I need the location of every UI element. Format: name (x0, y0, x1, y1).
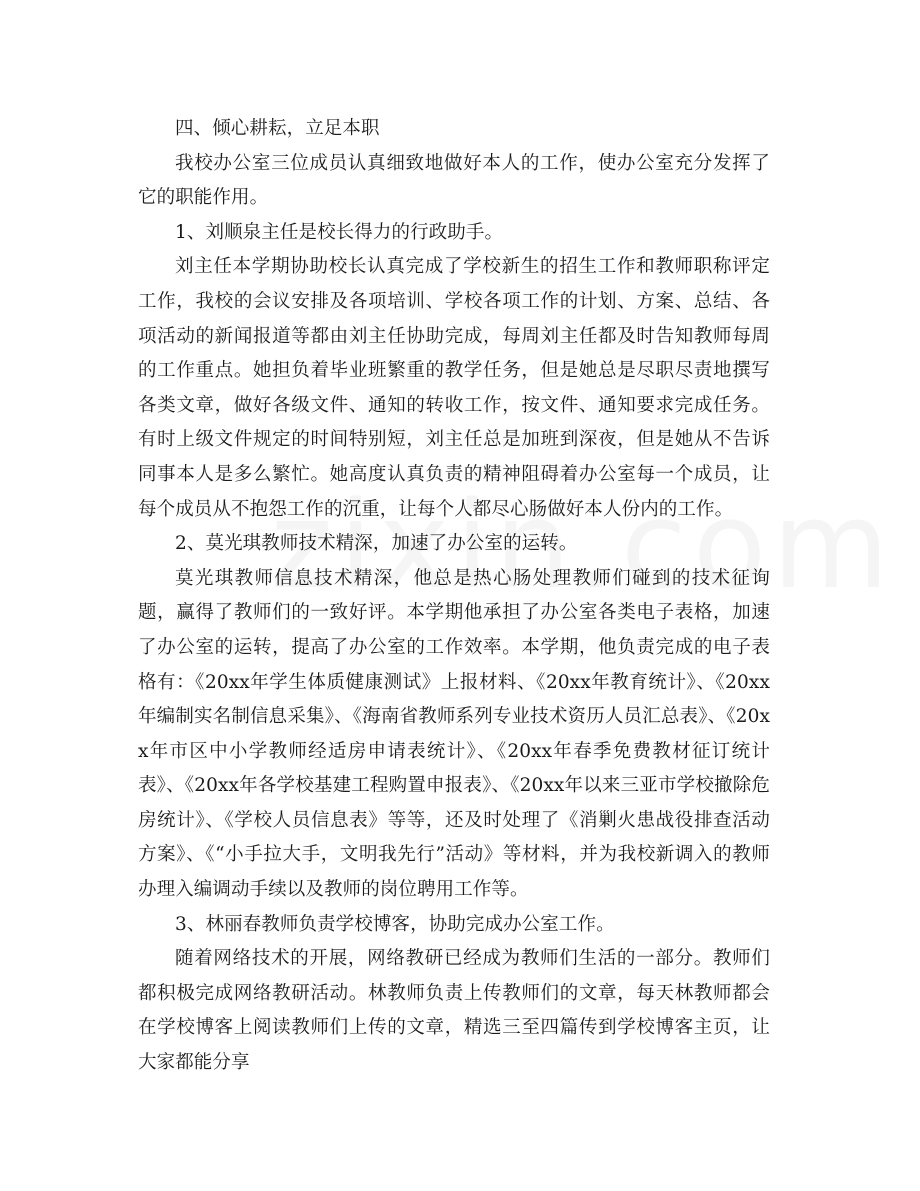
subheading-2: 2、莫光琪教师技术精深，加速了办公室的运转。 (175, 533, 578, 555)
subheading-1: 1、刘顺泉主任是校长得力的行政助手。 (175, 221, 504, 243)
subheading-3: 3、林丽春教师负责学校博客，协助完成办公室工作。 (175, 913, 615, 935)
paragraph-2: 刘主任本学期协助校长认真完成了学校新生的招生工作和教师职称评定工作，我校的会议安排及各项培训、学校各项工作的计划、方案、总结、各项活动的新闻报道等都由刘主任协助完成，每周刘主任都及时告知教师每周的工作重点。她担负着毕业班繁重的教学任务，但是她总是尽职尽责地撰写各类文章，做好各级文件、通知的转收工作，按文件、通知要求完成任务。有时上级文件规定的时间特别短，刘主任总是加班到深夜，但是她从不告诉同事本人是多么繁忙。她高度认真负责的精神阻碍着办公室每一个成员，让每个成员从不抱怨工作的沉重，让每个人都尽心肠做好本人份内的工作。 (138, 256, 770, 520)
paragraph-4: 随着网络技术的开展，网络教研已经成为教师们生活的一部分。教师们都积极完成网络教研活动。林教师负责上传教师们的文章，每天林教师都会在学校博客上阅读教师们上传的文章，精选三至四篇传到学校博客主页，让大家都能分享 (138, 948, 770, 1074)
paragraph-3: 莫光琪教师信息技术精深，他总是热心肠处理教师们碰到的技术征询题，赢得了教师们的一致好评。本学期他承担了办公室各类电子表格，加速了办公室的运转，提高了办公室的工作效率。本学期，他负责完成的电子表格有：《20xx年学生体质健康测试》上报材料、《20xx年教育统计》、《20xx年编制实名制信息采集》、《海南省教师系列专业技术资历人员汇总表》、《20xx年市区中小学教师经适房申请表统计》、《20xx年春季免费教材征订统计表》、《20xx年各学校基建工程购置申报表》、《20xx年以来三亚市学校撤除危房统计》、《学校人员信息表》等等，还及时处理了《消剿火患战役排查活动方案》、《“小手拉大手，文明我先行”活动》等材料，并为我校新调入的教师办理入编调动手续以及教师的岗位聘用工作等。 (138, 567, 770, 901)
paragraph-1: 我校办公室三位成员认真细致地做好本人的工作，使办公室充分发挥了它的职能作用。 (138, 152, 770, 209)
section-heading: 四、倾心耕耘，立足本职 (175, 118, 380, 139)
